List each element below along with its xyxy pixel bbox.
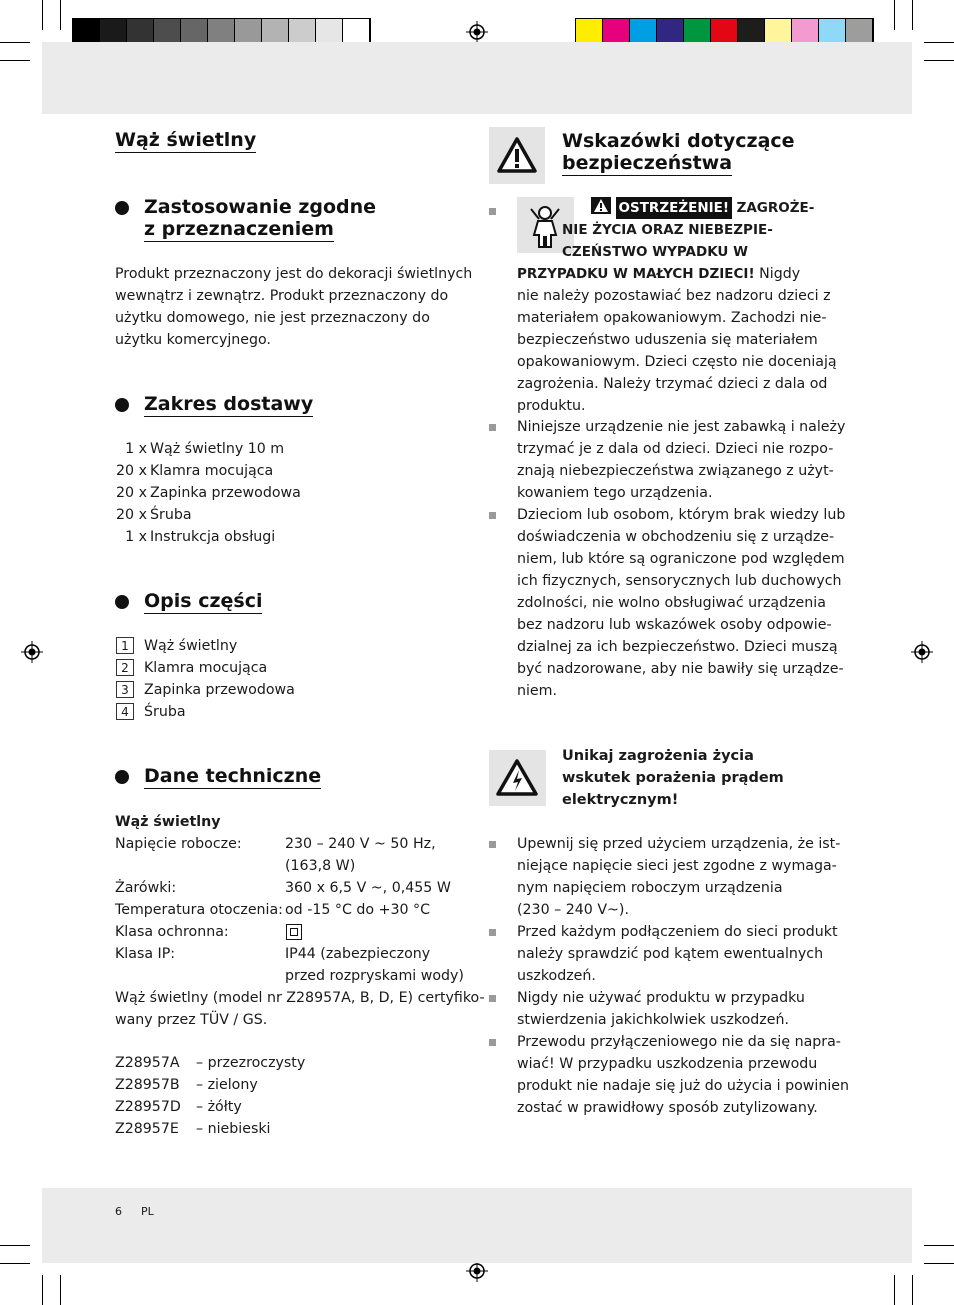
list-bullet: [489, 995, 496, 1002]
model-desc: – żółty: [196, 1099, 242, 1115]
bullet-line: niem, lub które są ograniczone pod względem: [517, 551, 845, 567]
delivery-qty: 20 x: [116, 507, 147, 523]
crop-mark: [60, 1275, 61, 1305]
section-bullet: [115, 770, 129, 784]
spec-label: Klasa IP:: [115, 946, 176, 962]
crop-mark: [0, 1263, 30, 1264]
crop-mark: [60, 0, 61, 30]
electric-icon-box: [489, 750, 546, 806]
registration-mark-icon: [21, 641, 43, 663]
list-bullet: [489, 841, 496, 848]
warning-first-line: OSTRZEŻENIE! ZAGROŻE-: [591, 197, 814, 219]
bullet-line: Upewnij się przed użyciem urządzenia, że ist-: [517, 836, 841, 852]
crop-mark: [42, 1275, 43, 1305]
delivery-item: Klamra mocująca: [150, 463, 274, 479]
model-code: Z28957D: [115, 1099, 181, 1115]
body-line: użytku komercyjnego.: [115, 332, 271, 348]
body-line: wewnątrz i zewnątrz. Produkt przeznaczony do: [115, 288, 449, 304]
delivery-item: Śruba: [150, 507, 192, 523]
bullet-line: stwierdzenia jakichkolwiek uszkodzeń.: [517, 1012, 789, 1028]
part-label: Klamra mocująca: [144, 660, 268, 676]
spec-value: przed rozpryskami wody): [285, 968, 464, 984]
bullet-line: trzymać je z dala od dzieci. Dzieci nie rozpo-: [517, 441, 834, 457]
warning-triangle-icon: [489, 127, 545, 184]
section-heading-tech: Dane techniczne: [144, 765, 322, 787]
cert-line: wany przez TÜV / GS.: [115, 1012, 268, 1028]
cert-line: Wąż świetlny (model nr Z28957A, B, D, E) certyfiko-: [115, 990, 485, 1006]
spec-label: Temperatura otoczenia:: [115, 902, 283, 918]
crop-mark: [0, 60, 30, 61]
warning-body-line: zagrożenia. Należy trzymać dzieci z dala od: [517, 376, 828, 392]
part-number-box: 1: [116, 637, 134, 654]
bullet-line: Niniejsze urządzenie nie jest zabawką i należy: [517, 419, 846, 435]
warning-tag: OSTRZEŻENIE!: [616, 197, 733, 219]
page-title: Wąż świetlny: [115, 129, 257, 151]
warning-small-icon: [591, 197, 611, 214]
safety-heading: Wskazówki dotyczące bezpieczeństwa: [562, 130, 795, 174]
language-code: PL: [141, 1205, 154, 1218]
warning-body-line: materiałem opakowaniowym. Zachodzi nie-: [517, 310, 827, 326]
spec-value: od -15 °C do +30 °C: [285, 902, 431, 918]
spec-label: Napięcie robocze:: [115, 836, 242, 852]
part-label: Wąż świetlny: [144, 638, 238, 654]
list-bullet: [489, 1039, 496, 1046]
section-heading-parts: Opis części: [144, 590, 263, 612]
registration-mark-icon: [466, 21, 488, 43]
crop-mark: [924, 42, 954, 43]
part-label: Zapinka przewodowa: [144, 682, 295, 698]
spec-label: Żarówki:: [115, 880, 177, 896]
warning-icon-box: [489, 127, 545, 184]
protection-class-ii-icon: [286, 924, 302, 940]
bullet-line: ich fizycznych, sensorycznych lub duchowych: [517, 573, 842, 589]
bullet-line: należy sprawdzić pod kątem ewentualnych: [517, 946, 824, 962]
section-heading-delivery: Zakres dostawy: [144, 393, 314, 415]
registration-mark-icon: [911, 641, 933, 663]
crop-mark: [912, 1275, 913, 1305]
crop-mark: [894, 0, 895, 30]
bullet-line: niem.: [517, 683, 557, 699]
warning-body-line: opakowaniowym. Dzieci często nie doceniają: [517, 354, 837, 370]
page-number: 6: [115, 1205, 122, 1218]
bullet-line: niejące napięcie sieci jest zgodne z wymaga-: [517, 858, 837, 874]
crop-mark: [912, 0, 913, 30]
model-code: Z28957E: [115, 1121, 179, 1137]
bullet-line: produkt nie nadaje się już do użycia i powinien: [517, 1078, 850, 1094]
electric-heading-line: Unikaj zagrożenia życia: [562, 748, 754, 764]
crop-mark: [0, 1245, 30, 1246]
bullet-line: Nigdy nie używać produktu w przypadku: [517, 990, 805, 1006]
crop-mark: [924, 1263, 954, 1264]
part-number-box: 2: [116, 659, 134, 676]
registration-mark-icon: [466, 1260, 488, 1282]
section-heading-intended-use: Zastosowanie zgodne z przeznaczeniem: [144, 196, 377, 240]
delivery-item: Zapinka przewodowa: [150, 485, 301, 501]
section-bullet: [115, 398, 129, 412]
list-bullet: [489, 929, 496, 936]
model-desc: – przezroczysty: [196, 1055, 306, 1071]
crop-mark: [894, 1275, 895, 1305]
model-desc: – niebieski: [196, 1121, 271, 1137]
crop-mark: [0, 42, 30, 43]
tech-subheading: Wąż świetlny: [115, 814, 221, 830]
model-code: Z28957A: [115, 1055, 180, 1071]
spec-value: IP44 (zabezpieczony: [285, 946, 431, 962]
part-number-box: 3: [116, 681, 134, 698]
bullet-line: zostać w prawidłowy sposób zutylizowany.: [517, 1100, 818, 1116]
warning-bold-line: PRZYPADKU W MAŁYCH DZIECI! Nigdy: [517, 266, 801, 282]
electric-heading-line: wskutek porażenia prądem: [562, 770, 784, 786]
delivery-qty: 20 x: [116, 485, 147, 501]
delivery-qty: 20 x: [116, 463, 147, 479]
warning-body-line: nie należy pozostawiać bez nadzoru dzieci z: [517, 288, 831, 304]
spec-value: 360 x 6,5 V ~, 0,455 W: [285, 880, 451, 896]
bullet-line: Przed każdym podłączeniem do sieci produkt: [517, 924, 838, 940]
list-bullet: [489, 424, 496, 431]
bullet-line: uszkodzeń.: [517, 968, 596, 984]
bullet-line: doświadczenia w obchodzeniu się z urządze-: [517, 529, 835, 545]
model-desc: – zielony: [196, 1077, 258, 1093]
list-bullet: [489, 208, 496, 215]
warning-body-line: produktu.: [517, 398, 586, 414]
spec-label: Klasa ochronna:: [115, 924, 229, 940]
spec-value: (163,8 W): [285, 858, 356, 874]
section-bullet: [115, 201, 129, 215]
warning-bold-line: NIE ŻYCIA ORAZ NIEBEZPIE-: [562, 222, 773, 238]
part-label: Śruba: [144, 704, 186, 720]
electric-shock-icon: [489, 750, 546, 806]
bullet-line: nym napięciem roboczym urządzenia: [517, 880, 783, 896]
bullet-line: Dzieciom lub osobom, którym brak wiedzy lub: [517, 507, 846, 523]
bullet-line: bez nadzoru lub wskazówek osoby odpowie-: [517, 617, 832, 633]
bullet-line: dzialnej za ich bezpieczeństwo. Dzieci muszą: [517, 639, 838, 655]
warning-bold-line: CZEŃSTWO WYPADKU W: [562, 244, 748, 260]
bullet-line: znają niebezpieczeństwa związanego z użyt-: [517, 463, 834, 479]
body-line: użytku domowego, nie jest przeznaczony do: [115, 310, 430, 326]
delivery-qty: 1 x: [125, 441, 147, 457]
bullet-line: Przewodu przyłączeniowego nie da się napra-: [517, 1034, 841, 1050]
list-bullet: [489, 512, 496, 519]
bullet-line: zdolności, nie wolno obsługiwać urządzenia: [517, 595, 826, 611]
bullet-line: kowaniem tego urządzenia.: [517, 485, 713, 501]
delivery-item: Instrukcja obsługi: [150, 529, 276, 545]
delivery-qty: 1 x: [125, 529, 147, 545]
header-band: [42, 42, 912, 114]
crop-mark: [924, 1245, 954, 1246]
section-bullet: [115, 595, 129, 609]
footer-band: [42, 1188, 912, 1263]
electric-heading-line: elektrycznym!: [562, 792, 679, 808]
spec-value: 230 – 240 V ~ 50 Hz,: [285, 836, 436, 852]
warning-body-line: bezpieczeństwo uduszenia się materiałem: [517, 332, 818, 348]
bullet-line: (230 – 240 V~).: [517, 902, 629, 918]
body-line: Produkt przeznaczony jest do dekoracji świetlnych: [115, 266, 473, 282]
crop-mark: [924, 60, 954, 61]
crop-mark: [42, 0, 43, 30]
part-number-box: 4: [116, 703, 134, 720]
model-code: Z28957B: [115, 1077, 180, 1093]
delivery-item: Wąż świetlny 10 m: [150, 441, 285, 457]
bullet-line: być nadzorowane, aby nie bawiły się urządze-: [517, 661, 844, 677]
bullet-line: wiać! W przypadku uszkodzenia przewodu: [517, 1056, 818, 1072]
